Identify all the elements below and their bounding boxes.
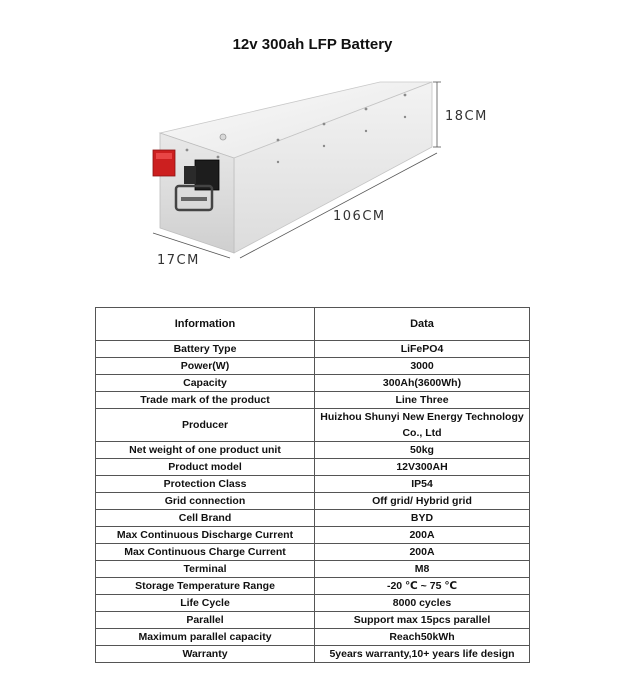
row-label: Parallel: [96, 612, 315, 629]
row-label: Storage Temperature Range: [96, 578, 315, 595]
row-label: Max Continuous Charge Current: [96, 544, 315, 561]
table-row: [96, 629, 530, 646]
page-title: 12v 300ah LFP Battery: [232, 36, 393, 53]
column-header: Data: [315, 308, 530, 341]
table-row: [96, 358, 530, 375]
table-row: [96, 392, 530, 409]
table-row: [96, 459, 530, 476]
table-row: [96, 510, 530, 527]
row-label: Battery Type: [96, 341, 315, 358]
row-value: Huizhou Shunyi New Energy Technology Co., Ltd: [315, 409, 530, 442]
table-row: [96, 544, 530, 561]
row-label: Producer: [96, 409, 315, 442]
table-row: [96, 612, 530, 629]
table-row: [96, 476, 530, 493]
row-value: 8000 cycles: [315, 595, 530, 612]
row-label: Maximum parallel capacity: [96, 629, 315, 646]
row-value: IP54: [315, 476, 530, 493]
row-label: Trade mark of the product: [96, 392, 315, 409]
table-row: [96, 646, 530, 663]
row-value: Off grid/ Hybrid grid: [315, 493, 530, 510]
table-row: [96, 375, 530, 392]
row-value: 300Ah(3600Wh): [315, 375, 530, 392]
table-row: [96, 409, 530, 442]
table-row: [96, 442, 530, 459]
row-value: 200A: [315, 544, 530, 561]
specification-table: [95, 307, 530, 663]
row-value: 12V300AH: [315, 459, 530, 476]
row-value: Support max 15pcs parallel: [315, 612, 530, 629]
battery-product-image: [0, 70, 625, 270]
table-row: [96, 561, 530, 578]
row-value: Reach50kWh: [315, 629, 530, 646]
row-label: Protection Class: [96, 476, 315, 493]
row-value: 200A: [315, 527, 530, 544]
table-row: [96, 578, 530, 595]
row-label: Max Continuous Discharge Current: [96, 527, 315, 544]
row-value: 3000: [315, 358, 530, 375]
height-dimension: 18CM: [445, 109, 488, 124]
row-value: LiFePO4: [315, 341, 530, 358]
row-label: Life Cycle: [96, 595, 315, 612]
length-dimension: 106CM: [333, 209, 386, 224]
row-value: M8: [315, 561, 530, 578]
table-row: [96, 341, 530, 358]
row-label: Net weight of one product unit: [96, 442, 315, 459]
row-label: Terminal: [96, 561, 315, 578]
column-header: Information: [96, 308, 315, 341]
row-label: Product model: [96, 459, 315, 476]
width-dimension: 17CM: [157, 253, 200, 268]
row-label: Grid connection: [96, 493, 315, 510]
row-label: Power(W): [96, 358, 315, 375]
row-label: Cell Brand: [96, 510, 315, 527]
row-value: -20 ℃ ~ 75 ℃: [315, 578, 530, 595]
row-label: Warranty: [96, 646, 315, 663]
row-label: Capacity: [96, 375, 315, 392]
table-row: [96, 527, 530, 544]
row-value: BYD: [315, 510, 530, 527]
row-value: Line Three: [315, 392, 530, 409]
table-row: [96, 493, 530, 510]
row-value: 50kg: [315, 442, 530, 459]
table-row: [96, 595, 530, 612]
table-header-row: [96, 308, 530, 341]
row-value: 5years warranty,10+ years life design: [315, 646, 530, 663]
